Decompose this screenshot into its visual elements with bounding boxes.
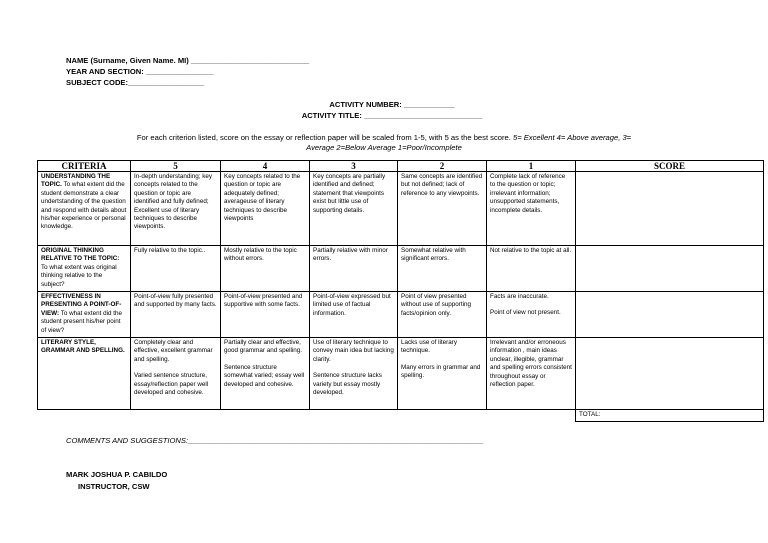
cell-original-thinking-1: Not relative to the topic at all. bbox=[487, 246, 576, 292]
score-cell-understanding[interactable] bbox=[576, 172, 764, 246]
cell-literary-style-4: Partially clear and effective, good grammar and spelling. Sentence structure somewhat varied; essay well developed and cohesive. bbox=[221, 338, 310, 410]
year-section-field-line: YEAR AND SECTION: ________________ bbox=[66, 67, 214, 76]
total-row bbox=[38, 410, 764, 422]
header-score-2: 2 bbox=[398, 161, 487, 172]
table-row bbox=[38, 246, 764, 292]
header-score: SCORE bbox=[576, 161, 764, 172]
activity-number-line: ACTIVITY NUMBER: ____________ bbox=[329, 100, 455, 109]
cell-point-of-view-3: Point-of-view expressed but limited use of factual information. bbox=[310, 292, 398, 338]
header-criteria: CRITERIA bbox=[38, 161, 131, 172]
instructor-name: MARK JOSHUA P. CABILDO bbox=[66, 470, 168, 479]
comments-suggestions-line: COMMENTS AND SUGGESTIONS:______________________________________________________________________ bbox=[66, 436, 484, 445]
rubric-header-row bbox=[38, 161, 764, 172]
cell-understanding-1: Complete lack of reference to the question or topic; irrelevant information; unsupported statements, incomplete details. bbox=[487, 172, 576, 246]
cell-understanding-4: Key concepts related to the question or topic are adequately defined; averageuse of literary techniques to describe viewpoints bbox=[221, 172, 310, 246]
instructions bbox=[100, 133, 668, 153]
total-row-spacer bbox=[38, 410, 576, 422]
header-score-1: 1 bbox=[487, 161, 576, 172]
cell-original-thinking-5: Fully relative to the topic.. bbox=[131, 246, 221, 292]
score-cell-literary-style[interactable] bbox=[576, 338, 764, 410]
header-score-3: 3 bbox=[310, 161, 398, 172]
criterion-understanding: UNDERSTANDING THE TOPIC. To what extent did the student demonstrate a clear undertstanding of the question and respond with details about his/her experience or personal knowledge. bbox=[38, 172, 131, 246]
cell-literary-style-5: Completely clear and effective, excellent grammar and spelling. Varied sentence structure, essay/reflection paper well developed and cohesive. bbox=[131, 338, 221, 410]
activity-title-line: ACTIVITY TITLE: ____________________________ bbox=[301, 111, 483, 120]
total-label: TOTAL: bbox=[579, 411, 601, 418]
criterion-point-of-view: EFFECTIVENESS IN PRESENTING A POINT-OF-VIEW: To what extent did the student present his/her point of view? bbox=[38, 292, 131, 338]
score-cell-original-thinking[interactable] bbox=[576, 246, 764, 292]
criterion-literary-style: LITERARY STYLE, GRAMMAR AND SPELLING. bbox=[38, 338, 131, 410]
cell-understanding-5: In-depth understanding; key concepts related to the question or topic are identified and fully defined; Excellent use of literary techniques to describe viewpoints. bbox=[131, 172, 221, 246]
cell-original-thinking-4: Mostly relative to the topic without errors. bbox=[221, 246, 310, 292]
cell-literary-style-2: Lacks use of literary technique. Many errors in grammar and spelling. bbox=[398, 338, 487, 410]
cell-point-of-view-4: Point-of-view presented and supportive with some facts. bbox=[221, 292, 310, 338]
cell-original-thinking-2: Somewhat relative with significant errors. bbox=[398, 246, 487, 292]
scale-legend-part1: 5= Excellent 4= Above average, 3= bbox=[510, 133, 632, 142]
cell-original-thinking-3: Partially relative with minor errors. bbox=[310, 246, 398, 292]
header-score-5: 5 bbox=[131, 161, 221, 172]
cell-understanding-2: Same concepts are identified but not defined; lack of reference to any viewpoints. bbox=[398, 172, 487, 246]
cell-point-of-view-5: Point-of-view fully presented and supported by many facts. bbox=[131, 292, 221, 338]
table-row bbox=[38, 292, 764, 338]
cell-point-of-view-1: Facts are inaccurate. Point of view not present. bbox=[487, 292, 576, 338]
rubric-table bbox=[37, 160, 764, 422]
name-field-line: NAME (Surname, Given Name. MI) ____________________________ bbox=[66, 56, 310, 65]
total-score-cell[interactable] bbox=[576, 410, 764, 422]
score-cell-point-of-view[interactable] bbox=[576, 292, 764, 338]
cell-understanding-3: Key concepts are partially identified and defined; statement that viewpoints exist but little use of supporting details. bbox=[310, 172, 398, 246]
cell-literary-style-1: Irrelevant and/or erroneous information , main ideas unclear, illegible, grammar and spelling errors consistent throughout essay or reflection paper. bbox=[487, 338, 576, 410]
cell-literary-style-3: Use of literary technique to convey main idea but lacking clarity. Sentence structure lacks variety but essay mostly developed. bbox=[310, 338, 398, 410]
subject-code-field-line: SUBJECT CODE:__________________ bbox=[66, 78, 205, 87]
instructor-title: INSTRUCTOR, CSW bbox=[78, 482, 150, 491]
table-row bbox=[38, 172, 764, 246]
header-score-4: 4 bbox=[221, 161, 310, 172]
instructions-main: For each criterion listed, score on the essay or reflection paper will be scaled from 1-5, with 5 as the best score. bbox=[136, 133, 511, 142]
scale-legend-part2: Average 2=Below Average 1=Poor/Incomplete bbox=[306, 143, 462, 152]
cell-point-of-view-2: Point of view presented without use of supporting facts/opinion only. bbox=[398, 292, 487, 338]
criterion-original-thinking: ORIGINAL THINKING RELATIVE TO THE TOPIC: To what extent was original thinking relative to the subject? bbox=[38, 246, 131, 292]
table-row bbox=[38, 338, 764, 410]
